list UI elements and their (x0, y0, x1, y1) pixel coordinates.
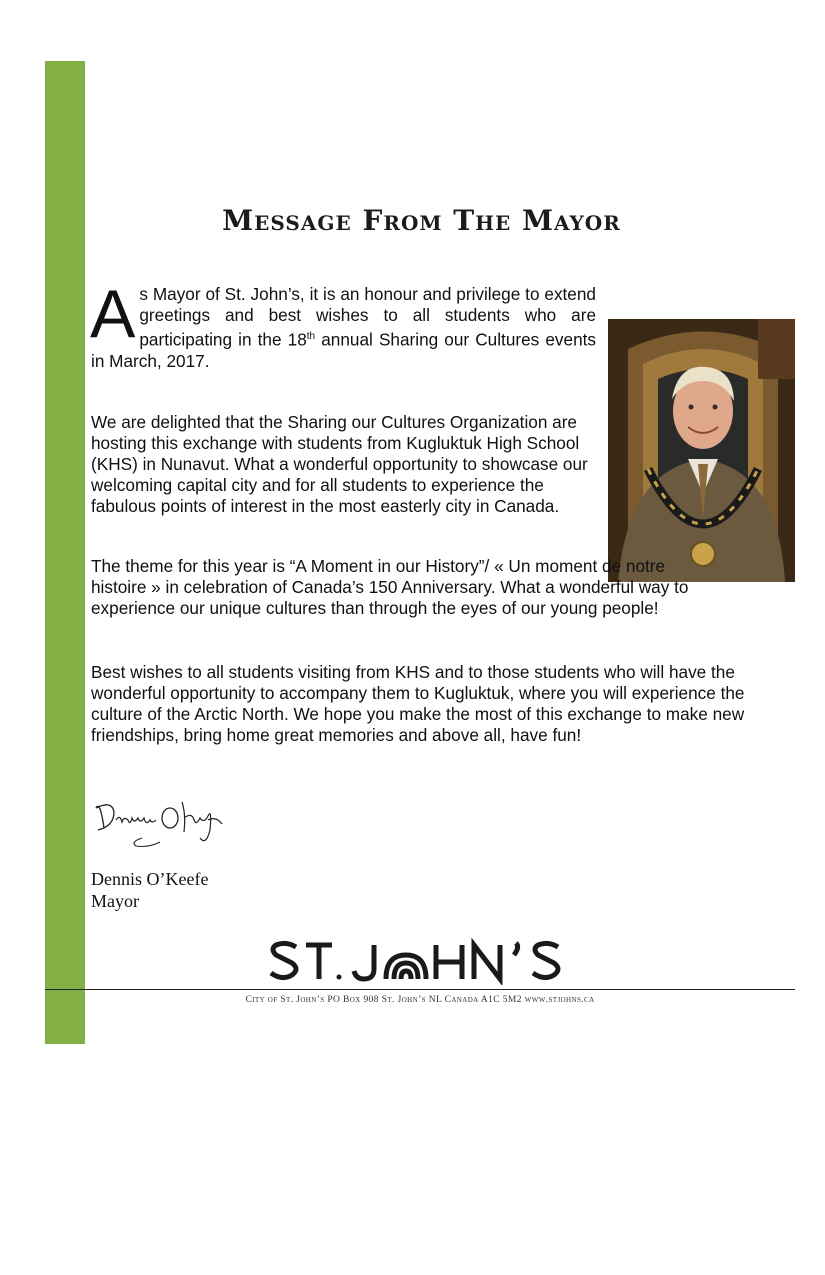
signer-block (91, 868, 208, 912)
green-side-bar (45, 61, 85, 1044)
drop-cap: A (90, 276, 136, 352)
footer-divider (45, 989, 795, 990)
paragraph-intro-text: s Mayor of St. John’s, it is an honour and privilege to extend greetings and best wishes to all students who are participating in the 18 (139, 284, 596, 350)
paragraph-intro-text-end: annual Sharing our Cultures events in March, 2017. (91, 329, 597, 371)
footer-address: City of St. John’s PO Box 908 St. John’s NL Canada A1C 5M2 www.stjohns.ca (245, 995, 595, 1005)
mayor-photo (608, 319, 795, 582)
st-johns-logo (268, 937, 580, 985)
paragraph-theme: The theme for this year is “A Moment in our History”/ « Un moment de notre histoire » in celebration of Canada’s 150 Anniversary. What a wonderful way to experience our unique cultures than through the eyes of our young people! (91, 556, 689, 618)
ordinal-suffix: th (306, 331, 316, 342)
paragraph-exchange: We are delighted that the Sharing our Cultures Organization are hosting this exchange with students from Kugluktuk High School (KHS) in Nunavut. What a wonderful opportunity to showcase our welcoming capital city and for all students to experience the fabulous points of interest in the most easterly city in Canada. (91, 412, 588, 516)
signer-title: Mayor (91, 891, 139, 911)
paragraph-intro (90, 276, 597, 372)
paragraph-wishes: Best wishes to all students visiting from KHS and to those students who will have the wonderful opportunity to accompany them to Kugluktuk, where you will experience the culture of the Arctic North. We hope you make the most of this exchange to make new friendships, bring home great memories and above all, have fun! (91, 662, 745, 745)
signer-name: Dennis O’Keefe (91, 869, 209, 889)
handwritten-signature (90, 790, 230, 865)
page-title: Message From The Mayor (222, 204, 621, 237)
